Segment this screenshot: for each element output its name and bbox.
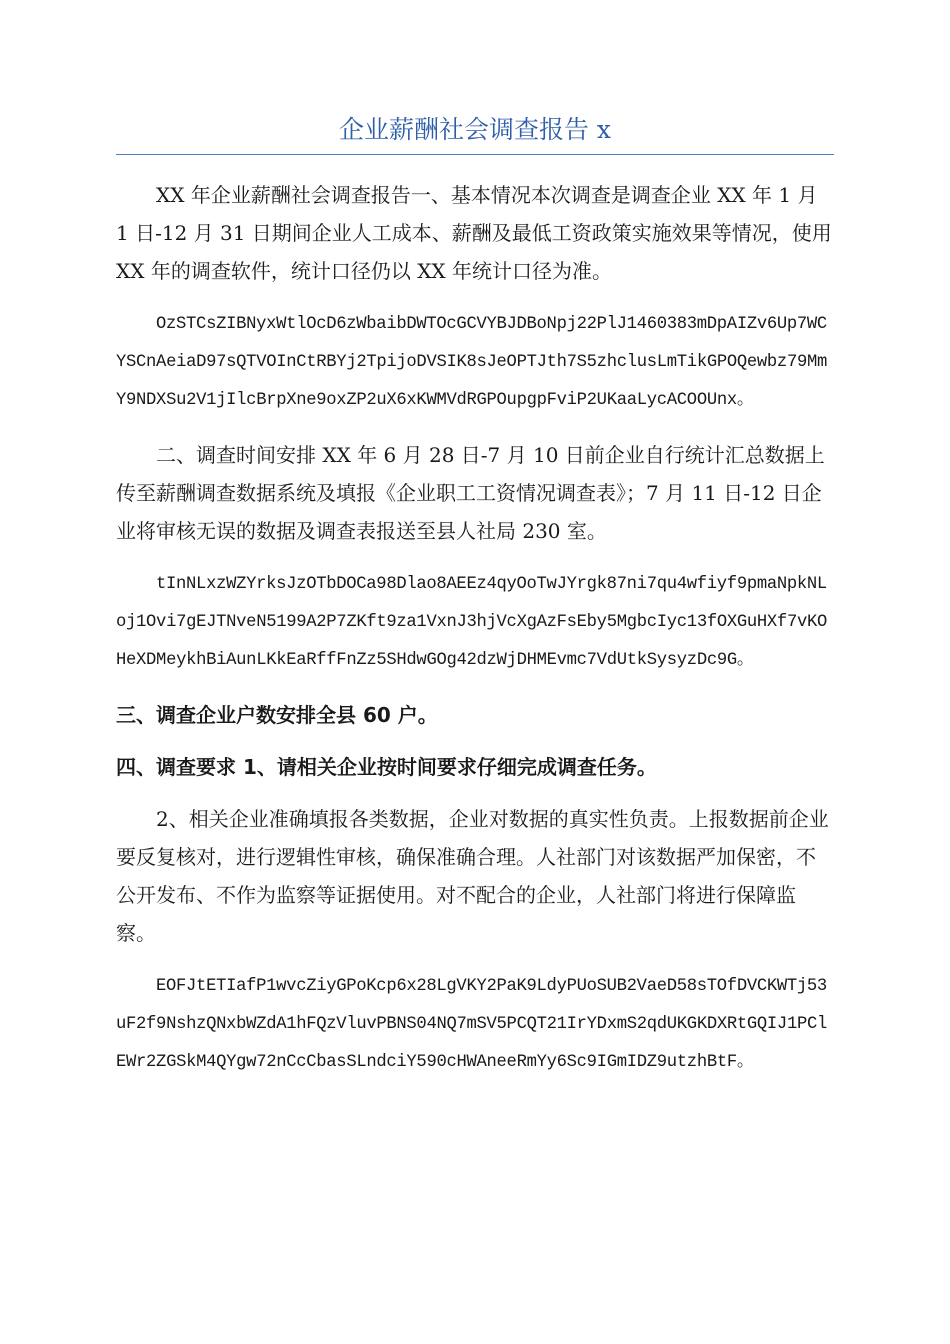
document-body [116,176,834,1098]
heading-survey-requirements: 四、调查要求 1、请相关企业按时间要求仔细完成调查任务。 [116,755,657,779]
paragraph-basic-info: XX 年企业薪酬社会调查报告一、基本情况本次调查是调查企业 XX 年 1 月 1 日-12 月 31 日期间企业人工成本、薪酬及最低工资政策实施效果等情况，使用 XX 年的调查软件，统计口径仍以 XX 年统计口径为准。 [116,183,832,283]
paragraph-data-accuracy: 2、相关企业准确填报各类数据，企业对数据的真实性负责。上报数据前企业要反复核对，进行逻辑性审核，确保准确合理。人社部门对该数据严加保密，不公开发布、不作为监察等证据使用。对不配合的企业，人社部门将进行保障监察。 [116,807,829,945]
paragraph-random-code-2: tInNLxzWZYrksJzOTbDOCa98Dlao8AEEz4qyOoTwJYrgk87ni7qu4wfiyf9pmaNpkNLoj1Ovi7gEJTNveN5199A2P7ZKft9za1VxnJ3hjVcXgAzFsEby5MgbcIyc13fOXGuHXf7vKOHeXDMeykhBiAunLKkEaRffFnZz5SHdwGOg42dzWjDHMEvmc7VdUtkSysyzDc9G。 [116,575,828,670]
heading-enterprise-count: 三、调查企业户数安排全县 60 户。 [116,703,438,727]
paragraph-random-code-3: EOFJtETIafP1wvcZiyGPoKcp6x28LgVKY2PaK9LdyPUoSUB2VaeD58sTOfDVCKWTj53uF2f9NshzQNxbWZdA1hFQzVluvPBNS04NQ7mSV5PCQT21IrYDxmS2qdUKGKDXRtGQIJ1PClEWr2ZGSkM4QYgw72nCcCbasSLndciY590cHWAneeRmYy6Sc9IGmIDZ9utzhBtF。 [116,977,828,1072]
document-title: 企业薪酬社会调查报告 x [338,115,612,144]
paragraph-schedule: 二、调查时间安排 XX 年 6 月 28 日-7 月 10 日前企业自行统计汇总数据上传至薪酬调查数据系统及填报《企业职工工资情况调查表》；7 月 11 日-12 日企业将审核无误的数据及调查表报送至县人社局 230 室。 [116,443,825,543]
title-underline [116,154,834,155]
paragraph-random-code-1: OzSTCsZIBNyxWtlOcD6zWbaibDWTOcGCVYBJDBoNpj22PlJ1460383mDpAIZv6Up7WCYSCnAeiaD97sQTVOInCtRBYj2TpijoDVSIK8sJeOPTJth7S5zhclusLmTikGPOQewbz79MmY9NDXSu2V1jIlcBrpXne9oxZP2uX6xKWMVdRGPOupgpFviP2UKaaLycACOOUnx。 [116,315,828,410]
